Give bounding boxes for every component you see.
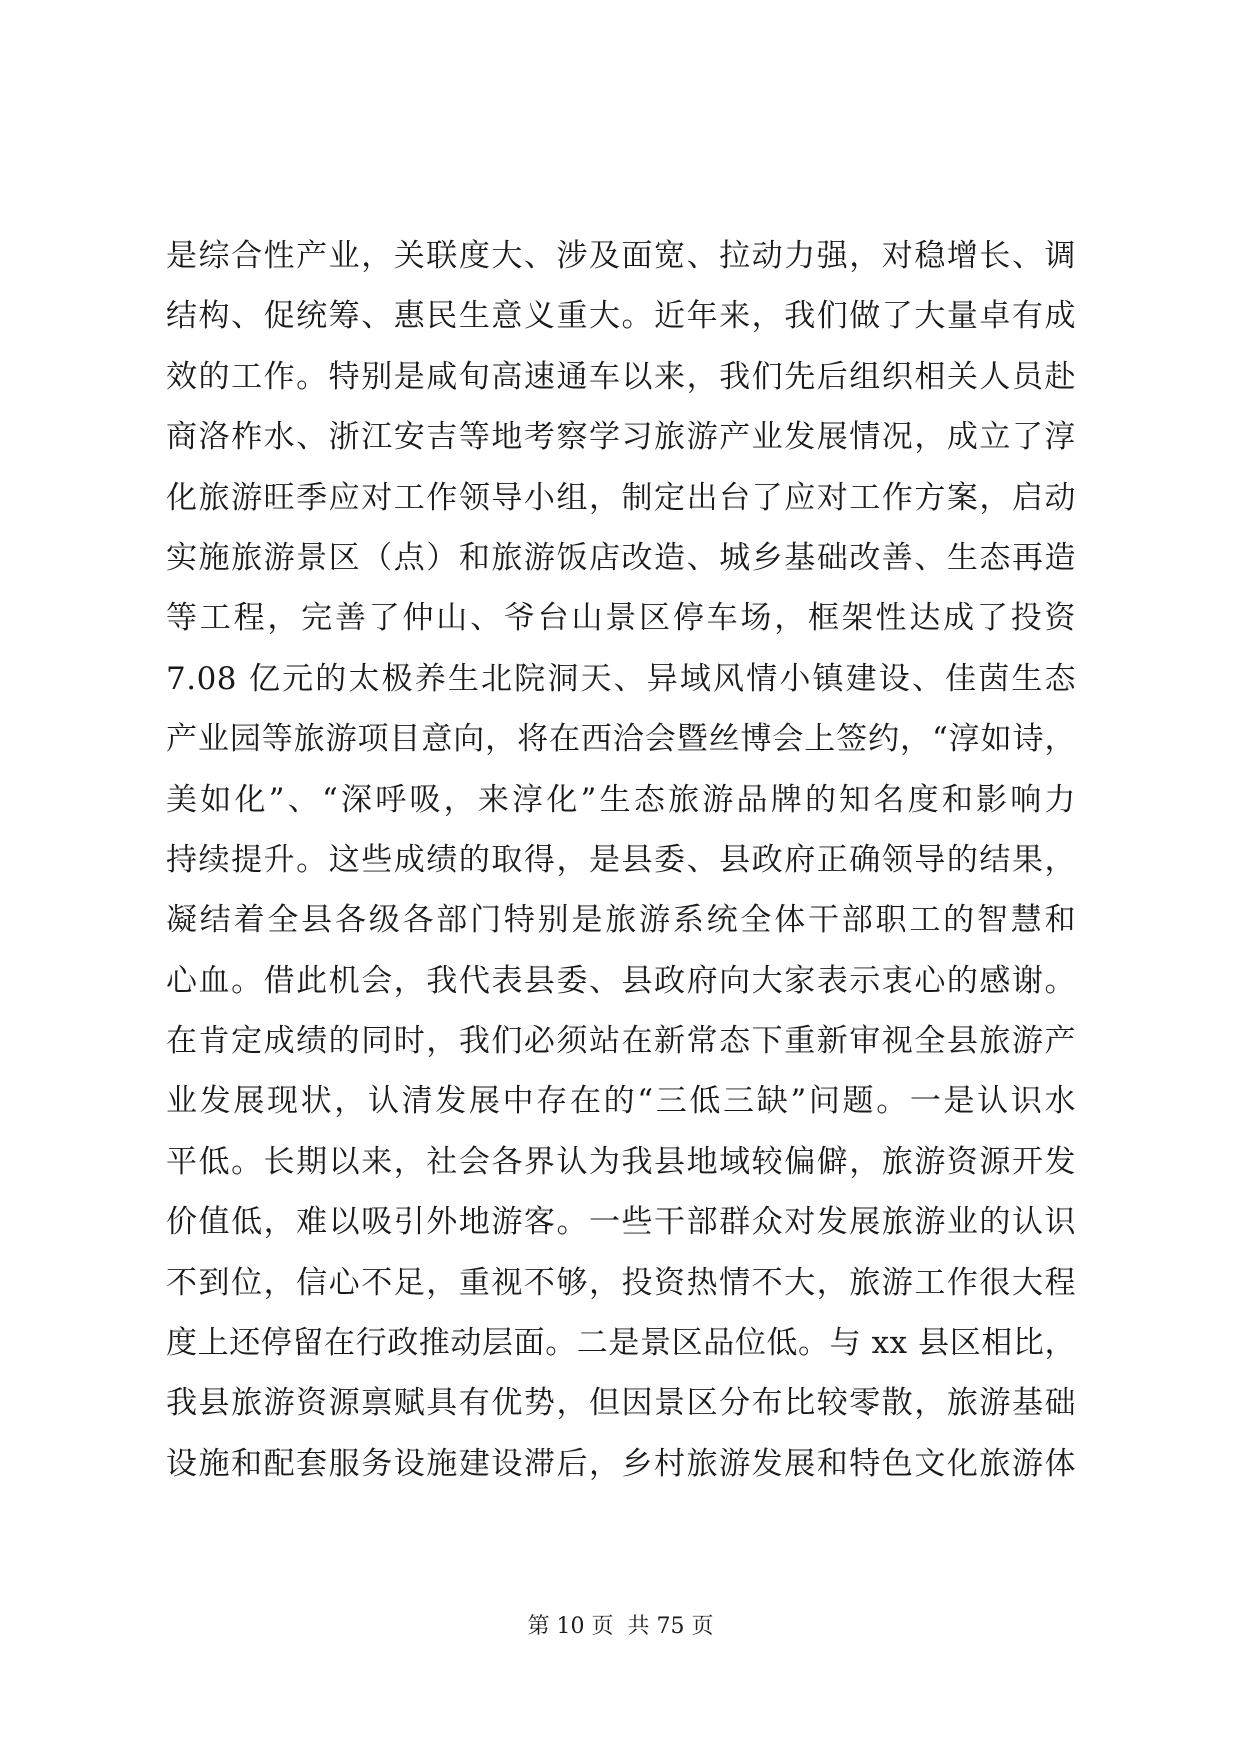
text-line-15: 业发展现状，认清发展中存在的“三低三缺”问题。一是认识水 (166, 1083, 1076, 1120)
text-line-2: 结构、促统筹、惠民生意义重大。近年来，我们做了大量卓有成 (166, 298, 1076, 335)
body-text (166, 226, 1076, 1494)
text-line-13: 心血。借此机会，我代表县委、县政府向大家表示衷心的感谢。 (166, 962, 1076, 999)
text-line-17: 价值低，难以吸引外地游客。一些干部群众对发展旅游业的认识 (166, 1204, 1076, 1241)
text-line-14: 在肯定成绩的同时，我们必须站在新常态下重新审视全县旅游产 (166, 1023, 1076, 1060)
text-line-12: 凝结着全县各级各部门特别是旅游系统全体干部职工的智慧和 (166, 902, 1076, 939)
text-line-1: 是综合性产业，关联度大、涉及面宽、拉动力强，对稳增长、调 (166, 238, 1076, 274)
text-line-19: 度上还停留在行政推动层面。二是景区品位低。与 xx 县区相比， (166, 1325, 1076, 1362)
text-line-21: 设施和配套服务设施建设滞后，乡村旅游发展和特色文化旅游体 (166, 1445, 1076, 1482)
text-line-4: 商洛柞水、浙江安吉等地考察学习旅游产业发展情况，成立了淳 (166, 419, 1076, 456)
text-line-11: 持续提升。这些成绩的取得，是县委、县政府正确领导的结果， (166, 841, 1076, 878)
text-line-16: 平低。长期以来，社会各界认为我县地域较偏僻，旅游资源开发 (166, 1143, 1076, 1180)
text-line-9: 产业园等旅游项目意向，将在西洽会暨丝博会上签约，“淳如诗， (166, 721, 1076, 758)
text-line-3: 效的工作。特别是咸旬高速通车以来，我们先后组织相关人员赴 (166, 358, 1076, 395)
text-line-20: 我县旅游资源禀赋具有优势，但因景区分布比较零散，旅游基础 (166, 1385, 1076, 1422)
text-line-10: 美如化”、“深呼吸，来淳化”生态旅游品牌的知名度和影响力 (166, 781, 1076, 818)
page-footer (0, 1612, 1241, 1642)
text-line-7: 等工程，完善了仲山、爷台山景区停车场，框架性达成了投资 (166, 600, 1076, 637)
page-total: 共 75 页 (627, 1614, 714, 1639)
text-line-18: 不到位，信心不足，重视不够，投资热情不大，旅游工作很大程 (166, 1264, 1076, 1301)
page-number: 第 10 页 (527, 1614, 614, 1639)
text-line-8: 7.08 亿元的太极养生北院洞天、异域风情小镇建设、佳茵生态 (166, 660, 1076, 697)
text-line-6: 实施旅游景区（点）和旅游饭店改造、城乡基础改善、生态再造 (166, 539, 1076, 576)
text-line-5: 化旅游旺季应对工作领导小组，制定出台了应对工作方案，启动 (166, 479, 1076, 516)
